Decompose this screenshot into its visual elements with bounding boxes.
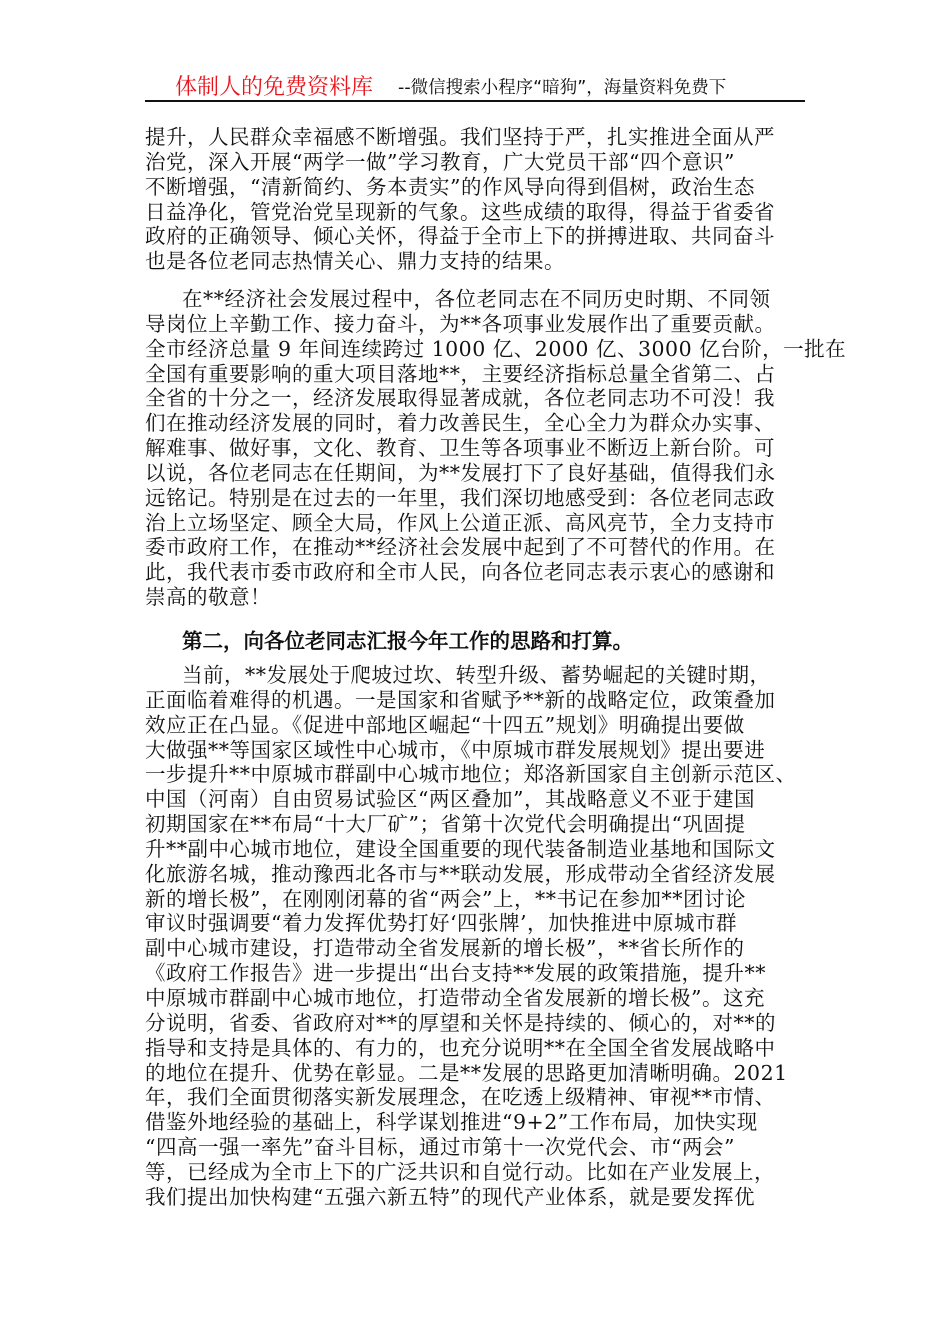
paragraph-1: [145, 125, 815, 274]
text-line: 新的增长极”，在刚刚闭幕的省“两会”上，**书记在参加**团讨论: [145, 886, 746, 911]
text-line: 分说明，省委、省政府对**的厚望和关怀是持续的、倾心的，对**的: [145, 1010, 776, 1035]
text-line: 们在推动经济发展的同时，着力改善民生，全心全力为群众办实事、: [145, 411, 775, 436]
text-line: 年，我们全面贯彻落实新发展理念，在吃透上级精神、审视**市情、: [145, 1085, 776, 1110]
text-line: 全市经济总量 9 年间连续跨过 1000 亿、2000 亿、3000 亿台阶，一批在: [145, 336, 847, 361]
text-line: 升**副中心城市地位，建设全国重要的现代装备制造业基地和国际文: [145, 836, 776, 861]
text-line: 也是各位老同志热情关心、鼎力支持的结果。: [145, 249, 565, 274]
text-line: 化旅游名城，推动豫西北各市与**联动发展，形成带动全省经济发展: [145, 861, 776, 886]
text-line: 政府的正确领导、倾心关怀，得益于全市上下的拼搏进取、共同奋斗: [145, 224, 775, 249]
text-line: 治党，深入开展“两学一做”学习教育，广大党员干部“四个意识”: [145, 149, 735, 174]
text-line: 日益净化，管党治党呈现新的气象。这些成绩的取得，得益于省委省: [145, 199, 775, 224]
text-line: 初期国家在**布局“十大厂矿”；省第十次党代会明确提出“巩固提: [145, 812, 746, 837]
page-header: [145, 70, 805, 100]
paragraph-2: [145, 287, 847, 610]
text-line: 提升，人民群众幸福感不断增强。我们坚持于严，扎实推进全面从严: [145, 125, 775, 149]
text-line: 我们提出加快构建“五强六新五特”的现代产业体系，就是要发挥优: [145, 1184, 755, 1209]
text-line: 委市政府工作，在推动**经济社会发展中起到了不可替代的作用。在: [145, 535, 776, 560]
header-tagline: --微信搜索小程序“暗狗”，海量资料免费下: [398, 78, 727, 98]
text-line: 中国（河南）自由贸易试验区“两区叠加”，其战略意义不亚于建国: [145, 787, 755, 812]
text-line: 远铭记。特别是在过去的一年里，我们深切地感受到：各位老同志政: [145, 485, 775, 510]
text-line: 效应正在凸显。《促进中部地区崛起“十四五”规划》明确提出要做: [145, 712, 745, 737]
text-line: 的地位在提升、优势在彰显。二是**发展的思路更加清晰明确。2021: [145, 1060, 788, 1085]
text-line: 治上立场坚定、顾全大局，作风上公道正派、高风亮节，全力支持市: [145, 510, 775, 535]
text-line: 不断增强，“清新简约、务本责实”的作风导向得到倡树，政治生态: [145, 174, 755, 199]
text-line: 解难事、做好事，文化、教育、卫生等各项事业不断迈上新台阶。可: [145, 436, 775, 461]
text-line: 指导和支持是具体的、有力的，也充分说明**在全国全省发展战略中: [145, 1035, 776, 1060]
text-line: 导岗位上辛勤工作、接力奋斗，为**各项事业发展作出了重要贡献。: [145, 311, 776, 336]
header-brand: 体制人的免费资料库: [175, 75, 374, 100]
text-line: 当前，**发展处于爬坡过坎、转型升级、蓄势崛起的关键时期，: [182, 663, 771, 687]
section-heading: 第二，向各位老同志汇报今年工作的思路和打算。: [182, 629, 633, 653]
text-line: 借鉴外地经验的基础上，科学谋划推进“9+2”工作布局，加快实现: [145, 1110, 758, 1135]
text-line: 全省的十分之一，经济发展取得显著成就，各位老同志功不可没！我: [145, 386, 775, 411]
text-line: “四高一强一率先”奋斗目标，通过市第十一次党代会、市“两会”: [145, 1135, 735, 1160]
text-line: 在**经济社会发展过程中，各位老同志在不同历史时期、不同领: [182, 287, 771, 311]
text-line: 审议时强调要“着力发挥优势打好‘四张牌’，加快推进中原城市群: [145, 911, 738, 936]
paragraph-3: [145, 663, 815, 1210]
text-line: 正面临着难得的机遇。一是国家和省赋予**新的战略定位，政策叠加: [145, 687, 776, 712]
text-line: 全国有重要影响的重大项目落地**，主要经济指标总量全省第二、占: [145, 361, 776, 386]
text-line: 此，我代表市委市政府和全市人民，向各位老同志表示衷心的感谢和: [145, 560, 775, 585]
text-line: 大做强**等国家区域性中心城市，《中原城市群发展规划》提出要进: [145, 737, 766, 762]
text-line: 副中心城市建设，打造带动全省发展新的增长极”，**省长所作的: [145, 936, 745, 961]
text-line: 等，已经成为全市上下的广泛共识和自觉行动。比如在产业发展上，: [145, 1159, 775, 1184]
header-divider: [145, 100, 805, 102]
text-line: 以说，各位老同志在任期间，为**发展打下了良好基础，值得我们永: [145, 460, 776, 485]
text-line: 崇高的敬意！: [145, 585, 271, 610]
text-line: 中原城市群副中心城市地位，打造带动全省发展新的增长极”。这充: [145, 985, 765, 1010]
text-line: 《政府工作报告》进一步提出“出台支持**发展的政策措施，提升**: [145, 961, 766, 986]
text-line: 一步提升**中原城市群副中心城市地位；郑洛新国家自主创新示范区、: [145, 762, 797, 787]
